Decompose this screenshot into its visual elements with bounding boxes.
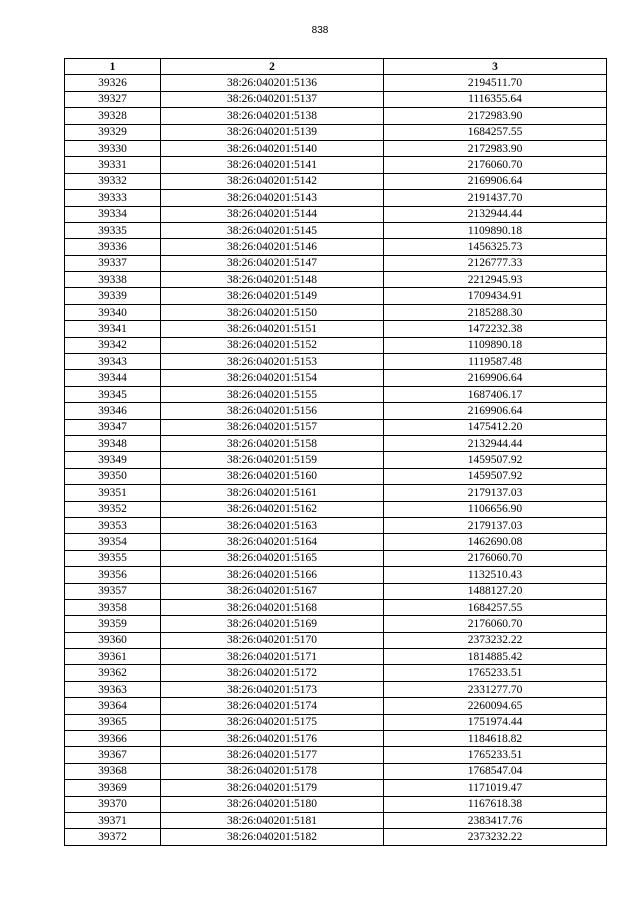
row-number-cell: 39365 xyxy=(65,714,161,730)
cadastral-number-cell: 38:26:040201:5180 xyxy=(161,796,384,812)
row-number-cell: 39328 xyxy=(65,108,161,124)
row-number-cell: 39371 xyxy=(65,812,161,828)
cadastral-number-cell: 38:26:040201:5156 xyxy=(161,403,384,419)
value-cell: 1814885.42 xyxy=(384,649,607,665)
row-number-cell: 39338 xyxy=(65,272,161,288)
cadastral-number-cell: 38:26:040201:5169 xyxy=(161,616,384,632)
cadastral-number-cell: 38:26:040201:5152 xyxy=(161,337,384,353)
cadastral-number-cell: 38:26:040201:5158 xyxy=(161,435,384,451)
page-number: 838 xyxy=(311,25,329,36)
value-cell: 1456325.73 xyxy=(384,239,607,255)
row-number-cell: 39342 xyxy=(65,337,161,353)
table-row xyxy=(65,632,607,648)
value-cell: 1709434.91 xyxy=(384,288,607,304)
cadastral-number-cell: 38:26:040201:5176 xyxy=(161,731,384,747)
cadastral-number-cell: 38:26:040201:5144 xyxy=(161,206,384,222)
row-number-cell: 39353 xyxy=(65,517,161,533)
value-cell: 2169906.64 xyxy=(384,403,607,419)
cadastral-number-cell: 38:26:040201:5168 xyxy=(161,599,384,615)
row-number-cell: 39331 xyxy=(65,157,161,173)
table-row xyxy=(65,419,607,435)
value-cell: 1116355.64 xyxy=(384,91,607,107)
table-row xyxy=(65,567,607,583)
table-row xyxy=(65,321,607,337)
value-cell: 2179137.03 xyxy=(384,517,607,533)
table-row xyxy=(65,157,607,173)
cadastral-number-cell: 38:26:040201:5167 xyxy=(161,583,384,599)
table-row xyxy=(65,501,607,517)
cadastral-number-cell: 38:26:040201:5166 xyxy=(161,567,384,583)
cadastral-number-cell: 38:26:040201:5174 xyxy=(161,698,384,714)
cadastral-number-cell: 38:26:040201:5160 xyxy=(161,468,384,484)
row-number-cell: 39358 xyxy=(65,599,161,615)
row-number-cell: 39350 xyxy=(65,468,161,484)
value-cell: 2172983.90 xyxy=(384,108,607,124)
cadastral-number-cell: 38:26:040201:5142 xyxy=(161,173,384,189)
cadastral-number-cell: 38:26:040201:5171 xyxy=(161,649,384,665)
value-cell: 1459507.92 xyxy=(384,452,607,468)
value-cell: 2194511.70 xyxy=(384,75,607,91)
table-row xyxy=(65,190,607,206)
cadastral-number-cell: 38:26:040201:5150 xyxy=(161,304,384,320)
value-cell: 2169906.64 xyxy=(384,173,607,189)
value-cell: 1472232.38 xyxy=(384,321,607,337)
table-row xyxy=(65,337,607,353)
value-cell: 1459507.92 xyxy=(384,468,607,484)
value-cell: 2176060.70 xyxy=(384,550,607,566)
table-row xyxy=(65,731,607,747)
row-number-cell: 39326 xyxy=(65,75,161,91)
row-number-cell: 39354 xyxy=(65,534,161,550)
row-number-cell: 39367 xyxy=(65,747,161,763)
value-cell: 1475412.20 xyxy=(384,419,607,435)
table-row xyxy=(65,304,607,320)
value-cell: 1684257.55 xyxy=(384,599,607,615)
table-row xyxy=(65,108,607,124)
value-cell: 1171019.47 xyxy=(384,780,607,796)
cadastral-number-cell: 38:26:040201:5175 xyxy=(161,714,384,730)
cadastral-number-cell: 38:26:040201:5164 xyxy=(161,534,384,550)
data-table xyxy=(64,58,607,846)
row-number-cell: 39362 xyxy=(65,665,161,681)
row-number-cell: 39344 xyxy=(65,370,161,386)
cadastral-number-cell: 38:26:040201:5154 xyxy=(161,370,384,386)
table-row xyxy=(65,534,607,550)
cadastral-number-cell: 38:26:040201:5136 xyxy=(161,75,384,91)
value-cell: 2179137.03 xyxy=(384,485,607,501)
row-number-cell: 39343 xyxy=(65,354,161,370)
column-header-2: 2 xyxy=(161,59,384,75)
row-number-cell: 39352 xyxy=(65,501,161,517)
table-row xyxy=(65,403,607,419)
value-cell: 1765233.51 xyxy=(384,665,607,681)
value-cell: 1768547.04 xyxy=(384,763,607,779)
row-number-cell: 39372 xyxy=(65,829,161,845)
table-row xyxy=(65,583,607,599)
value-cell: 2176060.70 xyxy=(384,157,607,173)
value-cell: 2169906.64 xyxy=(384,370,607,386)
cadastral-number-cell: 38:26:040201:5138 xyxy=(161,108,384,124)
table-header-row xyxy=(65,59,607,75)
row-number-cell: 39330 xyxy=(65,140,161,156)
row-number-cell: 39337 xyxy=(65,255,161,271)
value-cell: 2212945.93 xyxy=(384,272,607,288)
value-cell: 1167618.38 xyxy=(384,796,607,812)
row-number-cell: 39360 xyxy=(65,632,161,648)
cadastral-number-cell: 38:26:040201:5173 xyxy=(161,681,384,697)
row-number-cell: 39361 xyxy=(65,649,161,665)
table-row xyxy=(65,714,607,730)
value-cell: 2373232.22 xyxy=(384,829,607,845)
value-cell: 1106656.90 xyxy=(384,501,607,517)
row-number-cell: 39329 xyxy=(65,124,161,140)
row-number-cell: 39366 xyxy=(65,731,161,747)
cadastral-number-cell: 38:26:040201:5162 xyxy=(161,501,384,517)
row-number-cell: 39340 xyxy=(65,304,161,320)
table-row xyxy=(65,812,607,828)
table-row xyxy=(65,485,607,501)
cadastral-number-cell: 38:26:040201:5159 xyxy=(161,452,384,468)
cadastral-number-cell: 38:26:040201:5155 xyxy=(161,386,384,402)
value-cell: 2126777.33 xyxy=(384,255,607,271)
value-cell: 2331277.70 xyxy=(384,681,607,697)
table-row xyxy=(65,239,607,255)
row-number-cell: 39346 xyxy=(65,403,161,419)
value-cell: 1687406.17 xyxy=(384,386,607,402)
cadastral-number-cell: 38:26:040201:5148 xyxy=(161,272,384,288)
table-row xyxy=(65,255,607,271)
value-cell: 2260094.65 xyxy=(384,698,607,714)
cadastral-number-cell: 38:26:040201:5165 xyxy=(161,550,384,566)
cadastral-number-cell: 38:26:040201:5182 xyxy=(161,829,384,845)
row-number-cell: 39357 xyxy=(65,583,161,599)
table-row xyxy=(65,829,607,845)
value-cell: 2132944.44 xyxy=(384,206,607,222)
table-row xyxy=(65,747,607,763)
cadastral-number-cell: 38:26:040201:5179 xyxy=(161,780,384,796)
row-number-cell: 39370 xyxy=(65,796,161,812)
row-number-cell: 39351 xyxy=(65,485,161,501)
cadastral-number-cell: 38:26:040201:5170 xyxy=(161,632,384,648)
row-number-cell: 39327 xyxy=(65,91,161,107)
value-cell: 1109890.18 xyxy=(384,337,607,353)
cadastral-number-cell: 38:26:040201:5143 xyxy=(161,190,384,206)
row-number-cell: 39369 xyxy=(65,780,161,796)
table-row xyxy=(65,354,607,370)
value-cell: 2176060.70 xyxy=(384,616,607,632)
value-cell: 2132944.44 xyxy=(384,435,607,451)
row-number-cell: 39332 xyxy=(65,173,161,189)
table-row xyxy=(65,763,607,779)
value-cell: 1765233.51 xyxy=(384,747,607,763)
cadastral-number-cell: 38:26:040201:5161 xyxy=(161,485,384,501)
cadastral-number-cell: 38:26:040201:5181 xyxy=(161,812,384,828)
cadastral-number-cell: 38:26:040201:5178 xyxy=(161,763,384,779)
value-cell: 1132510.43 xyxy=(384,567,607,583)
row-number-cell: 39336 xyxy=(65,239,161,255)
cadastral-number-cell: 38:26:040201:5145 xyxy=(161,222,384,238)
value-cell: 1119587.48 xyxy=(384,354,607,370)
cadastral-number-cell: 38:26:040201:5140 xyxy=(161,140,384,156)
row-number-cell: 39347 xyxy=(65,419,161,435)
table-row xyxy=(65,222,607,238)
table-row xyxy=(65,649,607,665)
row-number-cell: 39339 xyxy=(65,288,161,304)
table-row xyxy=(65,599,607,615)
row-number-cell: 39364 xyxy=(65,698,161,714)
value-cell: 2172983.90 xyxy=(384,140,607,156)
table-row xyxy=(65,91,607,107)
row-number-cell: 39368 xyxy=(65,763,161,779)
cadastral-number-cell: 38:26:040201:5146 xyxy=(161,239,384,255)
cadastral-number-cell: 38:26:040201:5151 xyxy=(161,321,384,337)
table-row xyxy=(65,698,607,714)
row-number-cell: 39348 xyxy=(65,435,161,451)
table-row xyxy=(65,452,607,468)
table-row xyxy=(65,75,607,91)
table-row xyxy=(65,288,607,304)
cadastral-number-cell: 38:26:040201:5172 xyxy=(161,665,384,681)
table-row xyxy=(65,665,607,681)
table-row xyxy=(65,206,607,222)
cadastral-number-cell: 38:26:040201:5147 xyxy=(161,255,384,271)
table-row xyxy=(65,173,607,189)
value-cell: 1462690.08 xyxy=(384,534,607,550)
cadastral-number-cell: 38:26:040201:5141 xyxy=(161,157,384,173)
value-cell: 1488127.20 xyxy=(384,583,607,599)
table-row xyxy=(65,550,607,566)
value-cell: 1109890.18 xyxy=(384,222,607,238)
row-number-cell: 39333 xyxy=(65,190,161,206)
table-row xyxy=(65,517,607,533)
row-number-cell: 39363 xyxy=(65,681,161,697)
table-row xyxy=(65,140,607,156)
table-row xyxy=(65,370,607,386)
value-cell: 1184618.82 xyxy=(384,731,607,747)
table-body xyxy=(65,75,607,845)
row-number-cell: 39359 xyxy=(65,616,161,632)
table-row xyxy=(65,124,607,140)
row-number-cell: 39355 xyxy=(65,550,161,566)
row-number-cell: 39356 xyxy=(65,567,161,583)
row-number-cell: 39335 xyxy=(65,222,161,238)
table-row xyxy=(65,386,607,402)
table-row xyxy=(65,272,607,288)
value-cell: 1684257.55 xyxy=(384,124,607,140)
value-cell: 2373232.22 xyxy=(384,632,607,648)
cadastral-number-cell: 38:26:040201:5163 xyxy=(161,517,384,533)
cadastral-number-cell: 38:26:040201:5157 xyxy=(161,419,384,435)
cadastral-number-cell: 38:26:040201:5153 xyxy=(161,354,384,370)
cadastral-number-cell: 38:26:040201:5139 xyxy=(161,124,384,140)
table-row xyxy=(65,681,607,697)
table-row xyxy=(65,796,607,812)
cadastral-number-cell: 38:26:040201:5137 xyxy=(161,91,384,107)
table-row xyxy=(65,780,607,796)
cadastral-number-cell: 38:26:040201:5149 xyxy=(161,288,384,304)
row-number-cell: 39341 xyxy=(65,321,161,337)
column-header-3: 3 xyxy=(384,59,607,75)
value-cell: 2383417.76 xyxy=(384,812,607,828)
row-number-cell: 39345 xyxy=(65,386,161,402)
cadastral-number-cell: 38:26:040201:5177 xyxy=(161,747,384,763)
row-number-cell: 39334 xyxy=(65,206,161,222)
table-row xyxy=(65,616,607,632)
value-cell: 2185288.30 xyxy=(384,304,607,320)
table-row xyxy=(65,468,607,484)
row-number-cell: 39349 xyxy=(65,452,161,468)
value-cell: 1751974.44 xyxy=(384,714,607,730)
value-cell: 2191437.70 xyxy=(384,190,607,206)
table-row xyxy=(65,435,607,451)
column-header-1: 1 xyxy=(65,59,161,75)
